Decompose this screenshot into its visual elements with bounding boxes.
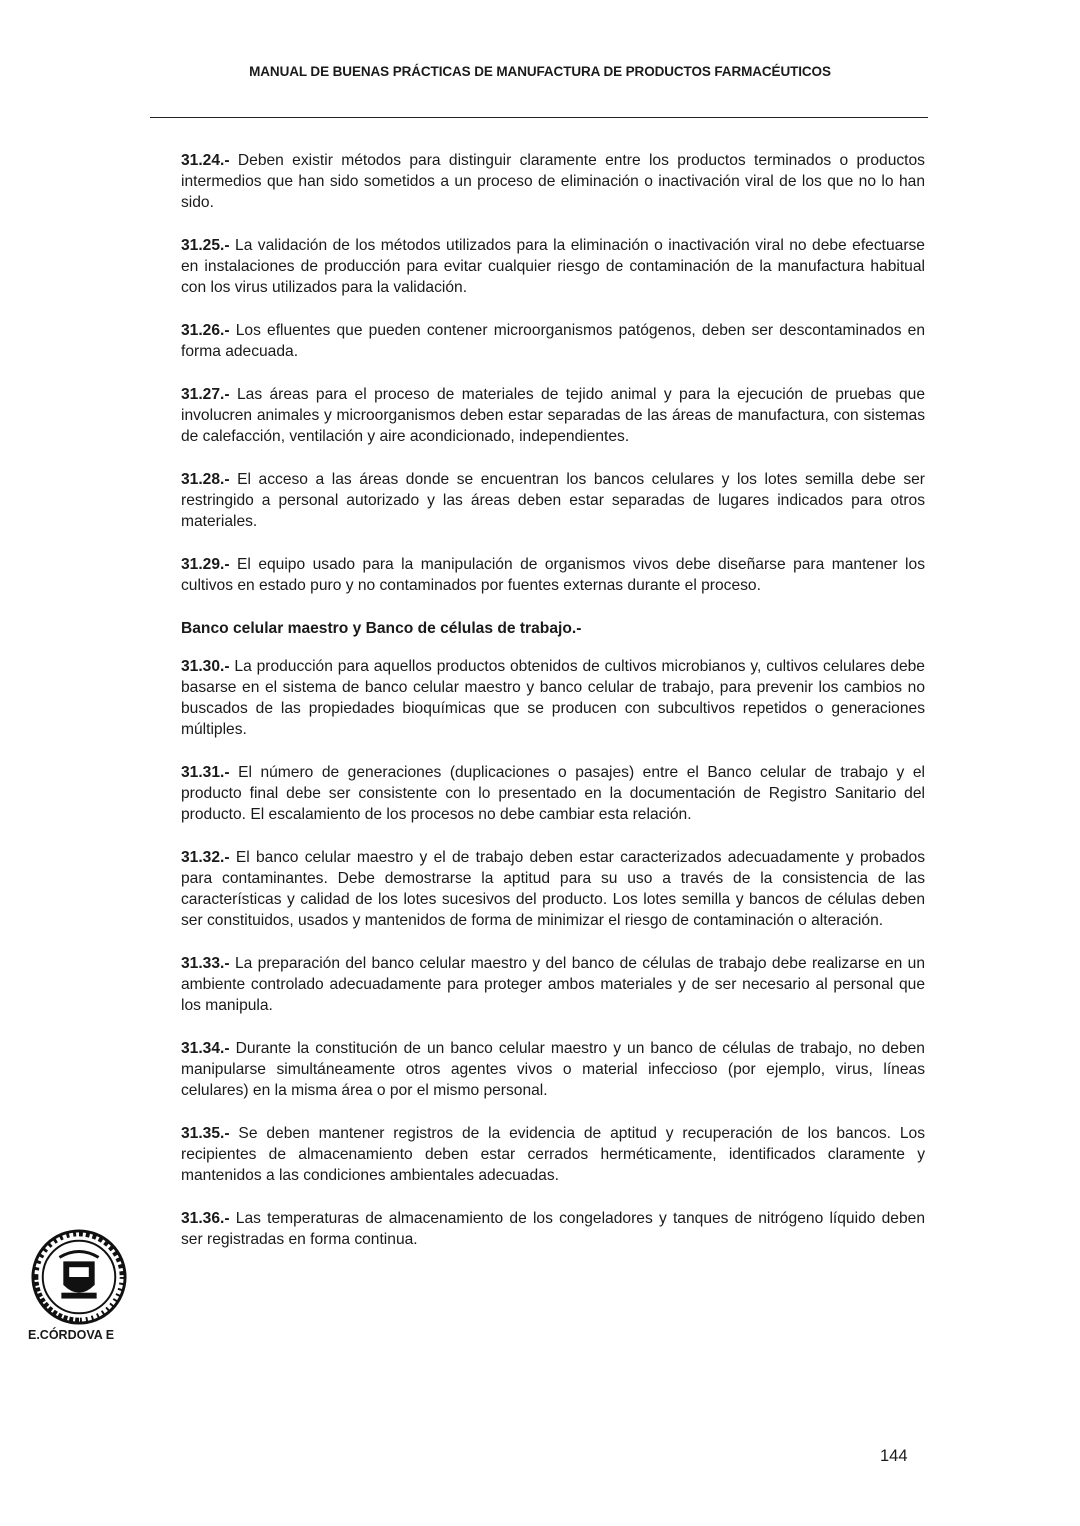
paragraph-text: El acceso a las áreas donde se encuentran los bancos celulares y los lotes semilla debe ser restringido a personal autorizado y las áreas deben estar separadas de lugares indicados para otros materiales. — [181, 471, 925, 530]
header-rule — [150, 117, 928, 118]
paragraph-text: El banco celular maestro y el de trabajo deben estar caracterizados adecuadamente y probados para contaminantes. Debe demostrarse la aptitud para su uso a través de la consistencia de las características y calidad de los lotes sucesivos del producto. Los lotes semilla y bancos de células deben ser constituidos, usados y mantenidos de forma de minimizar el riesgo de contaminación o alteración. — [181, 849, 926, 929]
page-number: 144 — [880, 1447, 908, 1465]
paragraph-31-33 — [181, 953, 925, 1016]
paragraph-number: 31.32.- — [181, 849, 230, 866]
paragraph-text: Las temperaturas de almacenamiento de los congeladores y tanques de nitrógeno líquido deben ser registradas en forma continua. — [181, 1210, 925, 1248]
paragraph-31-25 — [181, 235, 925, 298]
paragraph-number: 31.31.- — [181, 764, 230, 781]
paragraph-31-31 — [181, 762, 925, 825]
paragraph-number: 31.33.- — [181, 955, 230, 972]
paragraph-31-26 — [181, 320, 925, 362]
paragraph-number: 31.30.- — [181, 658, 230, 675]
paragraph-text: La preparación del banco celular maestro y del banco de células de trabajo debe realizarse en un ambiente controlado adecuadamente para proteger ambos materiales y de ser necesario al personal que los manipula. — [181, 955, 925, 1014]
paragraph-31-29 — [181, 554, 925, 596]
paragraph-text: La producción para aquellos productos obtenidos de cultivos microbianos y, cultivos celulares debe basarse en el sistema de banco celular maestro y banco celular de trabajo, para prevenir los cambios no buscados de las propiedades bioquímicas que se producen con subcultivos repetidos o generaciones múltiples. — [181, 658, 925, 738]
paragraph-31-30 — [181, 656, 925, 740]
paragraph-number: 31.27.- — [181, 386, 230, 403]
paragraph-text: Durante la constitución de un banco celular maestro y un banco de células de trabajo, no deben manipularse simultáneamente otros agentes vivos o material infeccioso (por ejemplo, virus, líneas celulares) en la misma área o por el mismo personal. — [181, 1040, 925, 1099]
paragraph-31-35 — [181, 1123, 925, 1186]
paragraph-text: Deben existir métodos para distinguir claramente entre los productos terminados o productos intermedios que han sido sometidos a un proceso de eliminación o inactivación viral de los que no lo han sido. — [181, 152, 925, 211]
paragraph-31-28 — [181, 469, 925, 532]
document-body — [181, 150, 925, 1272]
paragraph-text: El equipo usado para la manipulación de organismos vivos debe diseñarse para mantener los cultivos en estado puro y no contaminados por fuentes externas durante el proceso. — [181, 556, 925, 594]
paragraph-31-36 — [181, 1208, 925, 1250]
paragraph-31-32 — [181, 847, 925, 931]
paragraph-31-24 — [181, 150, 925, 213]
paragraph-text: Los efluentes que pueden contener microorganismos patógenos, deben ser descontaminados en forma adecuada. — [181, 322, 925, 360]
paragraph-number: 31.35.- — [181, 1125, 230, 1142]
paragraph-text: Las áreas para el proceso de materiales de tejido animal y para la ejecución de pruebas que involucren animales y microorganismos deben estar separadas de las áreas de manufactura, con sistemas de calefacción, ventilación y aire acondicionado, independientes. — [181, 386, 925, 445]
seal-name: E.CÓRDOVA E — [28, 1328, 115, 1342]
paragraph-text: La validación de los métodos utilizados para la eliminación o inactivación viral no debe efectuarse en instalaciones de producción para evitar cualquier riesgo de contaminación de la manufactura habitual con los virus utilizados para la validación. — [181, 237, 925, 296]
paragraph-number: 31.36.- — [181, 1210, 230, 1227]
page-header: MANUAL DE BUENAS PRÁCTICAS DE MANUFACTURA DE PRODUCTOS FARMACÉUTICOS — [249, 64, 831, 79]
paragraph-31-34 — [181, 1038, 925, 1101]
paragraph-number: 31.26.- — [181, 322, 230, 339]
paragraph-text: Se deben mantener registros de la evidencia de aptitud y recuperación de los bancos. Los recipientes de almacenamiento deben estar cerrados herméticamente, identificados claramente y mantenidos a las condiciones ambientales adecuadas. — [181, 1125, 925, 1184]
paragraph-number: 31.34.- — [181, 1040, 230, 1057]
paragraph-text: El número de generaciones (duplicaciones o pasajes) entre el Banco celular de trabajo y el producto final debe ser consistente con lo presentado en la documentación de Registro Sanitario del producto. El escalamiento de los procesos no debe cambiar esta relación. — [181, 764, 925, 823]
section-heading: Banco celular maestro y Banco de células de trabajo.- — [181, 620, 582, 637]
paragraph-number: 31.29.- — [181, 556, 230, 573]
paragraph-number: 31.28.- — [181, 471, 230, 488]
official-seal-icon — [30, 1228, 128, 1326]
paragraph-number: 31.25.- — [181, 237, 230, 254]
paragraph-31-27 — [181, 384, 925, 447]
paragraph-number: 31.24.- — [181, 152, 230, 169]
